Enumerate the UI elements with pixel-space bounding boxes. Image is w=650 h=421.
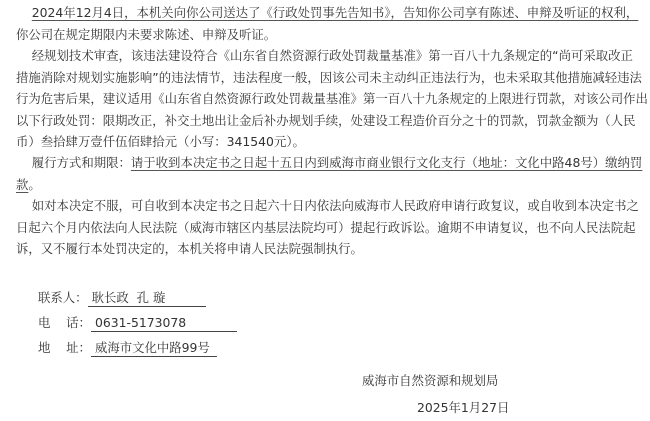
payment-paragraph (16, 152, 643, 195)
contact-person-label: 联系人： (38, 290, 88, 305)
contact-address-label: 地 址： (38, 340, 91, 355)
issue-date: 2025年1月27日 (417, 400, 510, 415)
contact-address-row (38, 338, 217, 358)
payment-line-2-end: 。 (28, 176, 41, 192)
payment-line-2: 款 (16, 176, 29, 192)
review-line-2: 措施消除对规划实施影响”的违法情节，违法程度一般，因该公司未主动纠正违法行为，也未采取其他措施减轻违法 (16, 69, 642, 85)
contact-phone-row (38, 313, 237, 333)
review-line-4: 以下行政处罚：限期改正，补交土地出让金后补办规划手续，处建设工程造价百分之十的罚款，罚款金额为（人民 (16, 112, 636, 128)
contact-address-value: 威海市文化中路99号 (91, 340, 217, 357)
appeal-paragraph (16, 195, 638, 260)
contact-phone-value: 0631-5173078 (91, 315, 237, 332)
issuing-authority: 威海市自然资源和规划局 (362, 373, 499, 388)
contact-phone-label: 电 话： (38, 315, 91, 330)
contact-person-value: 耿长政 孔 璇 (88, 290, 206, 307)
payment-label: 履行方式和期限： (16, 155, 131, 170)
notice-line-2: 你公司在规定期限内未要求陈述、申辩及听证。 (16, 26, 277, 42)
notice-indent (16, 5, 32, 20)
review-paragraph (16, 45, 648, 153)
payment-line-1: 请于收到本决定书之日起十五日内到威海市商业银行文化支行（地址：文化中路48号）缴纳罚 (130, 155, 643, 170)
notice-paragraph (16, 2, 638, 45)
contact-person-row (38, 288, 206, 308)
notice-line-1: 2024年12月4日，本机关向你公司送达了《行政处罚事先告知书》，告知你公司享有陈述、申辩及听证的权利， (31, 5, 639, 20)
review-line-1: 经规划技术审查，该违法建设符合《山东省自然资源行政处罚裁量基准》第一百八十九条规定的“尚可采取改正 (16, 48, 633, 63)
review-line-3: 行为危害后果，建议适用《山东省自然资源行政处罚裁量基准》第一百八十九条规定的上限进行罚款，对该公司作出 (16, 91, 648, 106)
appeal-line-2: 日起六个月内依法向人民法院（威海市辖区内基层法院均可）提起行政诉讼。逾期不申请复议，也不向人民法院起 (16, 219, 636, 235)
review-line-5: 币）叁拾肆万壹仟伍佰肆拾元（小写：341540元）。 (16, 134, 305, 149)
appeal-line-1: 如对本决定不服，可自收到本决定书之日起六十日内依法向威海市人民政府申请行政复议，或自收到本决定书之 (16, 198, 639, 213)
appeal-line-3: 诉，又不履行本处罚决定的，本机关将申请人民法院强制执行。 (16, 241, 363, 256)
